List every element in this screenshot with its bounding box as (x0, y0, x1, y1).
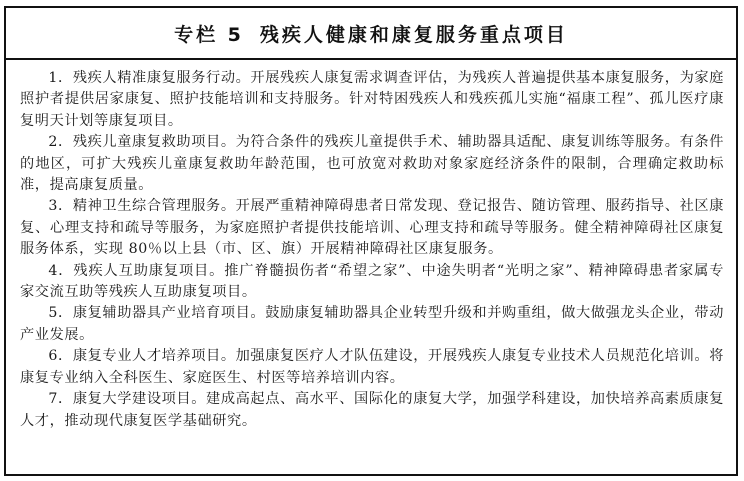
column-number: 专栏 5 (174, 23, 244, 46)
project-item-lead: 5．康复辅助器具产业培育项目。 (48, 305, 266, 322)
column-title (174, 20, 568, 47)
project-item-7 (20, 389, 724, 432)
project-item-3 (20, 196, 724, 260)
project-item-1 (20, 68, 724, 132)
project-item-body: 为符合条件的残疾儿童提供手术、辅助器具适配、康复训练等服务。有条件的地区，可扩大残疾儿童康复救助年龄范围，也可放宽对救助对象家庭经济条件的限制，合理确定救助标准，提高康复质量。 (20, 134, 724, 194)
project-item-5 (20, 303, 724, 346)
project-item-body: 开展严重精神障碍患者日常发现、登记报告、随访管理、服药指导、社区康复、心理支持和疏导等服务，为家庭照护者提供技能培训、心理支持和疏导等服务。健全精神障碍社区康复服务体系，实现 80％以上县（市、区、旗）开展精神障碍社区康复服务。 (20, 198, 724, 258)
project-item-2 (20, 132, 724, 196)
project-item-lead: 7．康复大学建设项目。 (48, 391, 207, 408)
project-item-body: 加强康复医疗人才队伍建设，开展残疾人康复专业技术人员规范化培训。将康复专业纳入全科医生、家庭医生、村医等培养培训内容。 (20, 348, 724, 386)
column-title-text: 残疾人健康和康复服务重点项目 (259, 23, 568, 46)
project-item-lead: 2．残疾儿童康复救助项目。 (48, 134, 236, 151)
column-content (20, 68, 724, 432)
project-item-lead: 4．残疾人互助康复项目。 (48, 262, 225, 279)
project-item-lead: 6．康复专业人才培养项目。 (48, 348, 236, 365)
project-item-body: 推广脊髓损伤者“希望之家”、中途失明者“光明之家”、精神障碍患者家属专家交流互助等残疾人互助康复项目。 (20, 262, 724, 301)
column-box (4, 6, 738, 476)
project-item-body: 开展残疾人康复需求调查评估，为残疾人普遍提供基本康复服务，为家庭照护者提供居家康复、照护技能培训和支持服务。针对特困残疾人和残疾孤儿实施“福康工程”、孤儿医疗康复明天计划等康复项目。 (20, 70, 724, 129)
project-item-body: 鼓励康复辅助器具企业转型升级和并购重组，做大做强龙头企业，带动产业发展。 (20, 305, 725, 343)
project-item-6 (20, 346, 724, 389)
title-bar (6, 8, 736, 60)
project-item-body: 建成高起点、高水平、国际化的康复大学，加强学科建设，加快培养高素质康复人才，推动现代康复医学基础研究。 (20, 391, 724, 429)
project-item-lead: 1．残疾人精准康复服务行动。 (48, 70, 251, 86)
project-item-lead: 3．精神卫生综合管理服务。 (48, 198, 236, 215)
project-item-4 (20, 261, 724, 304)
